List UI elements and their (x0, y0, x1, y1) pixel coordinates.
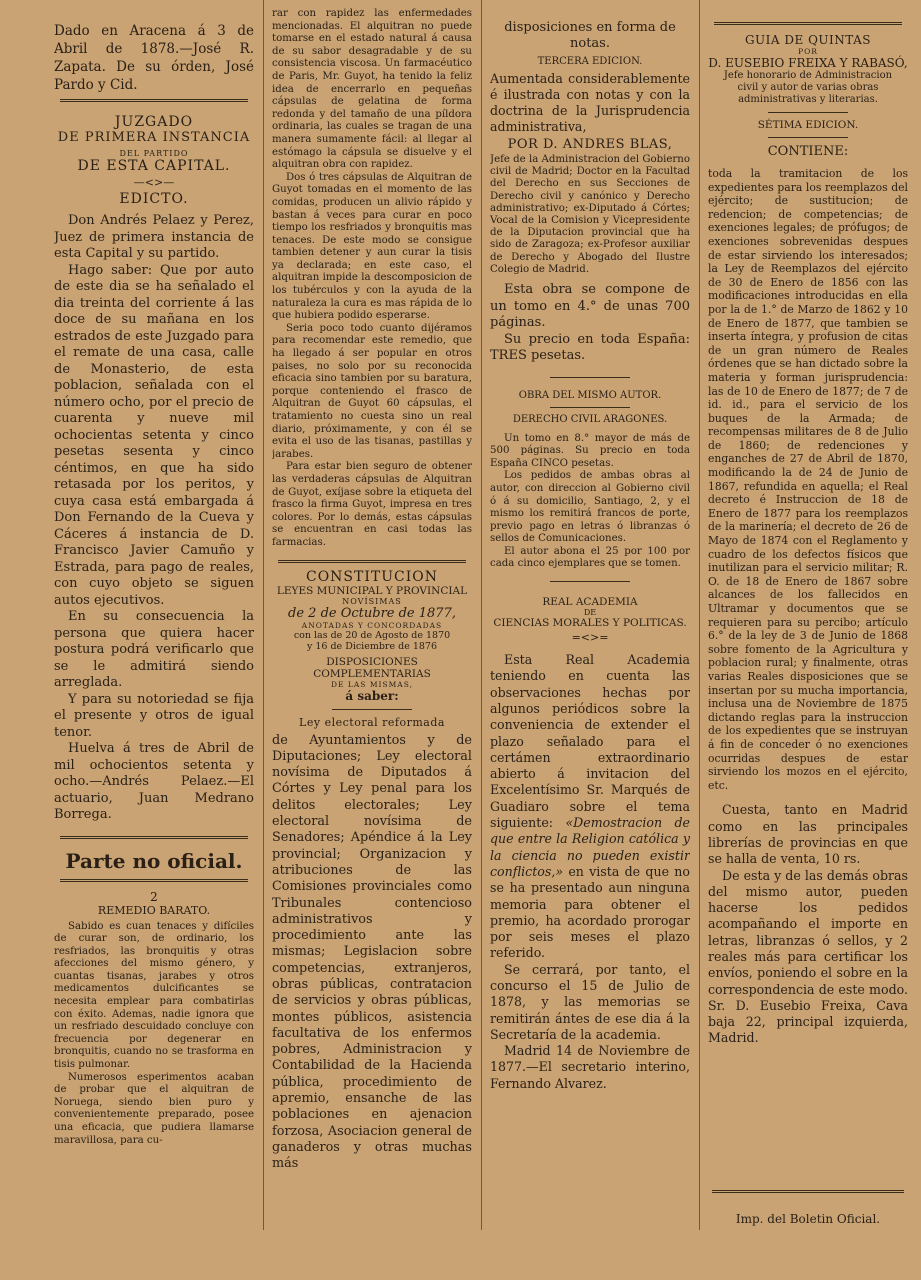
edicto-consequence: En su consecuencia la persona que quiera hacer postura podrá verificarlo que se le admitirá siendo arreglada. (54, 609, 254, 690)
academia-text-end: en vista de que no se ha presentado aun ninguna memoria para obtener el premio, ha acordado prorogar por seis meses el plazo referido. (490, 863, 690, 961)
contiene-title: CONTIENE: (767, 144, 849, 159)
ornament: =<>= (571, 631, 609, 645)
parte-no-oficial-title: Parte no oficial. (65, 848, 243, 873)
derecho-civil-title: DERECHO CIVIL ARAGONES. (512, 413, 668, 425)
edicto-signature: Huelva á tres de Abril de mil ochocientos setenta y ocho.—Andrés Pelaez.—El actuario, Juan Medrano Borrega. (54, 741, 254, 822)
constitucion-subtitle: LEYES MUNICIPAL Y PROVINCIAL (276, 584, 468, 597)
column-divider (699, 0, 700, 1230)
constitucion-novisimas: NOVÍSIMAS (342, 596, 402, 606)
real-academia-de: DE (583, 608, 597, 618)
real-academia-title: REAL ACADEMIA (542, 596, 638, 609)
academia-text: Esta Real Academia teniendo en cuenta las observaciones hechas por algunos periódicos sobre la conveniencia de extender el plazo señalado para el certámen extraordinario abierto á invitacion del Excelentísimo Sr. Marqués de Guadiaro sobre el tema siguiente: (490, 652, 690, 831)
remedio-paragraph: Seria poco todo cuanto dijéramos para recomendar este remedio, que ha llegado á ser popular en otros paises, no solo por su reconocida eficacia sino tambien por su baratura, porque conteniendo el frasco de Alquitran de Guyot 60 cápsulas, el tratamiento no cuesta sino un real diario, próximamente, y con él se evita el uso de las tisanas, pastillas y jarabes. (272, 322, 472, 460)
guia-contents: toda la tramitacion de los expedientes para los reemplazos del ejército; de sustitucion; de redencion; de competencias; de exenciones legales; de prófugos; de exenciones sobrevenidas despues de estar sirviendo los interesados; la Ley de Reemplazos del ejército de 30 de Enero de 1856 con las modificaciones introducidas en ella por la de 1.° de Marzo de 1862 y 10 de Enero de 1877, que tambien se inserta íntegra, y profusion de citas de un gran número de Reales órdenes que se han dictado sobre la materia y forman jurisprudencia: las de 10 de Enero de 1877; de 7 de id. id., para el servicio de los buques de la Armada; de recompensas militares de 8 de Julio de 1860; de redenciones y enganches de 27 de Abril de 1870, modificando la de 24 de Junio de 1867, refundida en aquella; el Real decreto é Instruccion de 18 de Enero de 1877 para los reemplazos de la marinería; el decreto de 26 de Mayo de 1874 con el Reglamento y cuadro de los defectos físicos que inutilizan para el servicio militar; R. O. de 18 de Enero de 1867 sobre alcances de los fallecidos en Ultramar y documentos que se requieren para su percibo; artículo 6.° de la ley de 3 de Junio de 1868 sobre fomento de la Agricultura y poblacion rural; y finalmente, otras varias Reales disposiciones que se insertan por su mucha importancia, inclusa una de Noviembre de 1875 dictando reglas para la instruccion de los expedientes que se instruyan á fin de conceder ó no exenciones ocurridas despues de estar sirviendo los mozos en el ejército, etc. (708, 167, 908, 792)
column-3 (490, 8, 690, 1092)
academia-cierre: Se cerrará, por tanto, el concurso el 15 de Julio de 1878, y las memorias se remitirán ántes de ese dia á la Secretaría de la academia. (490, 961, 690, 1042)
remedio-number: 2 (150, 889, 158, 904)
dateline: Dado en Aracena á 3 de Abril de 1878.—José R. Zapata. De su órden, José Pardo y Cid. (54, 23, 254, 93)
juzgado-subtitle: DE PRIMERA INSTANCIA (57, 130, 251, 145)
author-credentials: Jefe de la Administracion del Gobierno civil de Madrid; Doctor en la Facultad del Derecho en sus Secciones de Derecho civil y canónico y Derecho administrativo; ex-Diputado á Córtes; Vocal de la Comision y Vicepresidente de la Diputacion provincial que ha sido de Zaragoza; ex-Profesor auxiliar de Derecho y Abogado del Ilustre Colegio de Madrid. (490, 154, 690, 275)
academia-tema: «Demostracion de que entre la Religion católica y la ciencia no pueden existir conflictos,» (490, 815, 690, 879)
section-rule (60, 99, 248, 102)
section-rule (550, 581, 630, 582)
column-2 (272, 8, 472, 1173)
section-rule (768, 112, 848, 113)
obra-mismo-autor: OBRA DEL MISMO AUTOR. (518, 389, 662, 401)
tercera-edicion: TERCERA EDICION. (537, 56, 643, 67)
constitucion-date: de 2 de Octubre de 1877, (288, 605, 456, 621)
guia-author-desc: Jefe honorario de Administracion civil y autor de varias obras administrativas y literarias. (723, 70, 893, 105)
imprenta-footer: Imp. del Boletin Oficial. (735, 1212, 881, 1226)
constitucion-anotadas: ANOTADAS Y CONCORDADAS (301, 620, 443, 630)
remedio-title: REMEDIO BARATO. (97, 903, 211, 917)
guia-por: POR (798, 47, 818, 56)
juzgado-partido: DEL PARTIDO (119, 149, 189, 158)
academia-paragraph (490, 652, 690, 962)
section-rule (768, 137, 848, 138)
remedio-paragraph: Numerosos esperimentos acaban de probar que el alquitran de Noruega, siendo bien puro y convenientemente preparado, posee una eficacia, que pudiera llamarse maravillosa, para cu- (54, 1071, 254, 1146)
constitucion-concordadas: con las de 20 de Agosto de 1870 y 16 de Diciembre de 1876 (293, 629, 451, 652)
obra-author: POR D. ANDRES BLAS, (507, 137, 673, 152)
section-rule (550, 377, 630, 378)
section-rule (332, 709, 412, 710)
constitucion-title: CONSTITUCION (305, 568, 438, 585)
column-4 (708, 8, 908, 1047)
remedio-paragraph: Dos ó tres cápsulas de Alquitran de Guyot tomadas en el momento de las comidas, producen un alivio rápido y bastan á veces para curar en poco tiempo los resfriados y bronquitis mas tenaces. De este modo se consigue tambien detener y aun curar la tisis ya declarada; en este caso, el alquitran impide la descomposicion de los tubérculos y con la ayuda de la naturaleza la cura es mas rápida de lo que hubiera podido esperarse. (272, 171, 472, 322)
ornament: —<>— (133, 176, 175, 189)
guia-precio: Cuesta, tanto en Madrid como en las principales librerías de provincias en que se halla de venta, 10 rs. (708, 802, 908, 867)
ley-electoral-title: Ley electoral reformada (299, 715, 445, 729)
column-divider (263, 0, 264, 1230)
section-rule (60, 836, 248, 839)
obra-precio: Su precio en toda España: TRES pesetas. (490, 331, 690, 364)
obra-description: Aumentada considerablemente é ilustrada con notas y con la doctrina de la Jurisprudencia administrativa, (490, 71, 690, 134)
juzgado-title: JUZGADO (114, 114, 194, 130)
guia-title: GUIA DE QUINTAS (744, 33, 872, 47)
section-rule (550, 407, 630, 408)
remedio-continued: rar con rapidez las enfermedades mencionadas. El alquitran no puede tomarse en el estado natural á causa de su sabor desagradable y de su consistencia viscosa. Un farmacéutico de Paris, Mr. Guyot, ha tenido la feliz idea de encerrarlo en pequeñas cápsulas de gelatina de forma redonda y del tamaño de una píldora ordinaria, las cuales se tragan de una manera sumamente fácil: al llegar al estómago la cápsula se disuelve y el alquitran obra con rapidez. (272, 8, 472, 171)
edicto-title: EDICTO. (119, 191, 189, 207)
real-academia-ciencias: CIENCIAS MORALES Y POLITICAS. (493, 617, 687, 630)
ley-electoral-body: de Ayuntamientos y de Diputaciones; Ley electoral novísima de Diputados á Córtes y Ley penal para los delitos electorales; Ley electoral novísima de Senadores; Apéndice á la Ley provincial; Organizacion y atribuciones de las Comisiones provinciales como Tribunales contencioso administrativos y procedimiento ante las mismas; Legislacion sobre competencias, extranjeros, obras públicas, contratacion de servicios y obras públicas, montes públicos, asistencia facultativa de los enfermos pobres, Administracion y Contabilidad de la Hacienda pública, procedimiento de apremio, ensanche de las poblaciones en ajenacion forzosa, Asociacion general de ganaderos y otras muchas más (272, 732, 472, 1172)
notas-line: disposiciones en forma de notas. (504, 20, 676, 51)
column-divider (481, 0, 482, 1230)
edicto-body: Hago saber: Que por auto de este dia se ha señalado el dia treinta del corriente á las doce de su mañana en los estrados de este Juzgado para el remate de una casa, calle de Monasterio, de esta poblacion, señalada con el número ocho, por el precio de cuarenta y nueve mil ochocientas setenta y cinco pesetas sesenta y cinco céntimos, en que ha sido retasada por los peritos, y cuya casa está embargada á Don Fernando de la Cueva y Cáceres á instancia de D. Francisco Javier Camuño y Estrada, para pago de reales, con cuyo objeto se siguen autos ejecutivos. (54, 262, 254, 608)
footer-rule (712, 1190, 904, 1193)
a-saber: á saber: (345, 688, 399, 703)
septima-edicion: SÉTIMA EDICION. (757, 119, 859, 131)
obra-tomo: Esta obra se compone de un tomo en 4.° de unas 700 páginas. (490, 282, 690, 331)
guia-author: D. EUSEBIO FREIXA Y RABASÓ, (708, 56, 908, 70)
edicto-intro: Don Andrés Pelaez y Perez, Juez de primera instancia de esta Capital y su partido. (54, 213, 254, 261)
section-rule (714, 22, 902, 25)
guia-pedidos: De esta y de las demás obras del mismo autor, pueden hacerse los pedidos acompañando el importe en letras, libranzas ó sellos, y 2 reales más para certificar los envíos, poniendo el sobre en la correspondencia de este modo. Sr. D. Eusebio Freixa, Cava baja 22, principal izquierda, Madrid. (708, 867, 908, 1046)
derecho-pedidos: Los pedidos de ambas obras al autor, con direccion al Gobierno civil ó á su domicilio, Santiago, 2, y el mismo los remitirá francos de porte, previo pago en letras ó libranzas ó sellos de Comunicaciones. (490, 470, 690, 545)
edicto-notice: Y para su notoriedad se fija el presente y otros de igual tenor. (54, 691, 254, 740)
column-1 (54, 8, 254, 1147)
disposiciones-subtitle: DE LAS MISMAS, (331, 679, 413, 689)
juzgado-capital: DE ESTA CAPITAL. (77, 158, 231, 174)
remedio-paragraph: Para estar bien seguro de obtener las verdaderas cápsulas de Alquitran de Guyot, exíjase sobre la etiqueta del frasco la firma Guyot, impresa en tres colores. Por lo demás, estas cápsulas se encuentran en casi todas las farmacias. (272, 461, 472, 548)
disposiciones-title: DISPOSICIONES COMPLEMENTARIAS (313, 655, 431, 680)
section-rule (278, 560, 466, 563)
derecho-tomo: Un tomo en 8.° mayor de más de 500 páginas. Su precio en toda España CINCO pesetas. (490, 432, 690, 469)
academia-firma: Madrid 14 de Noviembre de 1877.—El secretario interino, Fernando Alvarez. (490, 1043, 690, 1091)
section-rule (60, 879, 248, 882)
derecho-abono: El autor abona el 25 por 100 por cada cinco ejemplares que se tomen. (490, 545, 690, 570)
remedio-paragraph: Sabido es cuan tenaces y difíciles de curar son, de ordinario, los resfriados, las bronquitis y otras afecciones del mismo género, y cuantas tisanas, jarabes y otros medicamentos dulcificantes se necesita emplear para combatirlas con éxito. Ademas, nadie ignora que un resfriado descuidado concluye con frecuencia por degenerar en bronquitis, cuando no se trasforma en tisis pulmonar. (54, 920, 254, 1071)
